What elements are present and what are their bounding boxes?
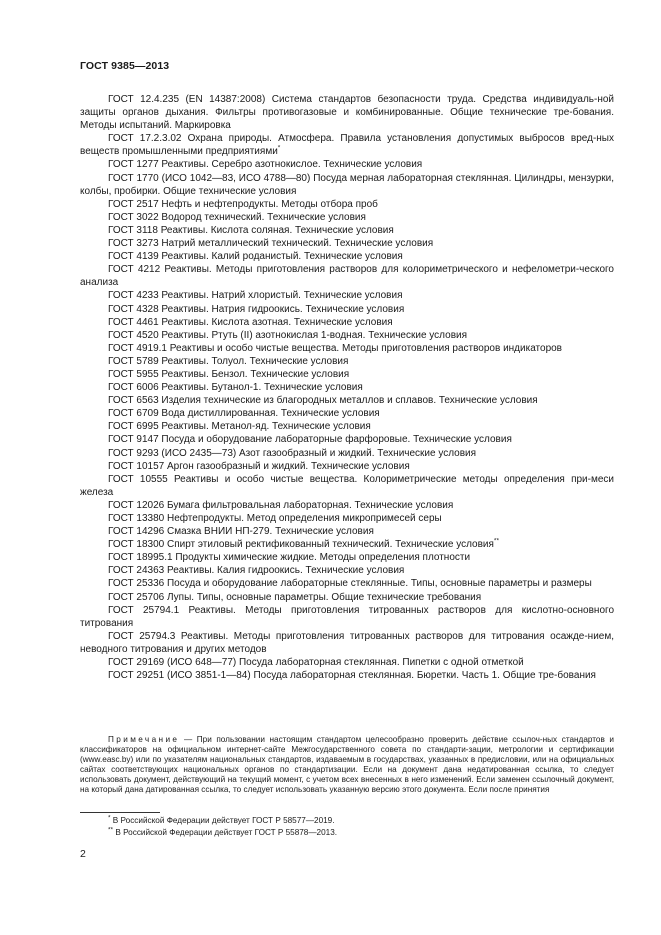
reference-text: ГОСТ 4520 Реактивы. Ртуть (II) азотнокислая 1-водная. Технические условия	[108, 329, 468, 341]
document-header: ГОСТ 9385—2013	[80, 60, 170, 72]
reference-text: ГОСТ 17.2.3.02 Охрана природы. Атмосфера. Правила установления допустимых выбросов вред-ных веществ промышленными предприятиями	[80, 133, 614, 158]
reference-text: ГОСТ 18300 Спирт этиловый ректификованный технический. Технические условия	[108, 539, 494, 551]
reference-text: ГОСТ 12.4.235 (EN 14387:2008) Система стандартов безопасности труда. Средства индивидуаль-ной защиты органов дыхания. Фильтры противогазовые и комбинированные. Общие технические тре-бования. Методы испытаний. Маркировка	[80, 94, 614, 132]
note-label: Примечание	[108, 735, 180, 744]
reference-text: ГОСТ 2517 Нефть и нефтепродукты. Методы отбора проб	[108, 198, 378, 210]
footnote-mark: *	[108, 814, 111, 822]
reference-item	[80, 172, 614, 198]
reference-item	[80, 355, 614, 368]
reference-text: ГОСТ 25336 Посуда и оборудование лабораторные стеклянные. Типы, основные параметры и размеры	[108, 578, 592, 590]
reference-text: ГОСТ 1770 (ИСО 1042—83, ИСО 4788—80) Посуда мерная лабораторная стеклянная. Цилиндры, мензурки, колбы, пробирки. Общие технические условия	[80, 172, 614, 197]
reference-text: ГОСТ 4919.1 Реактивы и особо чистые вещества. Методы приготовления растворов индикаторов	[108, 342, 562, 354]
reference-item	[80, 564, 614, 577]
reference-item	[80, 499, 614, 512]
reference-text: ГОСТ 14296 Смазка ВНИИ НП-279. Технические условия	[108, 526, 374, 538]
reference-item	[80, 407, 614, 420]
reference-text: ГОСТ 3022 Водород технический. Технические условия	[108, 211, 366, 223]
reference-text: ГОСТ 9293 (ИСО 2435—73) Азот газообразный и жидкий. Технические условия	[108, 447, 477, 459]
reference-text: ГОСТ 24363 Реактивы. Калия гидроокись. Технические условия	[108, 565, 405, 577]
reference-item	[80, 132, 614, 158]
reference-text: ГОСТ 4461 Реактивы. Кислота азотная. Технические условия	[108, 316, 393, 328]
reference-item	[80, 198, 614, 211]
footnote-mark: **	[108, 826, 114, 834]
reference-item	[80, 538, 614, 551]
footnote-reference-mark: **	[493, 537, 499, 545]
note-text: — При пользовании настоящим стандартом целесообразно проверить действие ссылоч-ных стандартов и классификаторов на официальном интернет-сайте Межгосударственного совета по стандарти-зации, метрологии и сертификации (www.easc.by) или по указателям национальных стандартов, издаваемым в государствах, указанных в предисловии, или на официальных сайтах соответствующих национальных органов по стандартизации. Если на документ дана недатированная ссылка, то следует использовать документ, действующий на текущий момент, с учетом всех внесенных в него изменений. Если заменен ссылочный документ, на который дана датированная ссылка, то следует использовать указанную версию этого документа. Если после принятия	[80, 735, 614, 795]
reference-item	[80, 473, 614, 499]
reference-item	[80, 591, 614, 604]
reference-text: ГОСТ 6563 Изделия технические из благородных металлов и сплавов. Технические условия	[108, 395, 538, 407]
reference-item	[80, 525, 614, 538]
reference-text: ГОСТ 1277 Реактивы. Серебро азотнокислое. Технические условия	[108, 159, 423, 171]
footnote-text: В Российской Федерации действует ГОСТ Р 58577—2019.	[110, 816, 335, 825]
reference-text: ГОСТ 3118 Реактивы. Кислота соляная. Технические условия	[108, 224, 394, 236]
reference-text: ГОСТ 29169 (ИСО 648—77) Посуда лабораторная стеклянная. Пипетки с одной отметкой	[108, 657, 524, 669]
reference-text: ГОСТ 4212 Реактивы. Методы приготовления растворов для колориметрического и нефелометри-ческого анализа	[80, 264, 614, 289]
reference-item	[80, 512, 614, 525]
reference-item	[80, 551, 614, 564]
reference-item	[80, 656, 614, 669]
reference-text: ГОСТ 4139 Реактивы. Калий роданистый. Технические условия	[108, 251, 403, 263]
reference-item	[80, 211, 614, 224]
reference-item	[80, 316, 614, 329]
reference-item	[80, 669, 614, 682]
reference-text: ГОСТ 5789 Реактивы. Толуол. Технические условия	[108, 355, 349, 367]
reference-item	[80, 289, 614, 302]
footnote-text: В Российской Федерации действует ГОСТ Р 55878—2013.	[113, 828, 338, 837]
footnote-reference-mark: *	[277, 145, 281, 153]
reference-text: ГОСТ 13380 Нефтепродукты. Метод определения микропримесей серы	[108, 513, 442, 524]
reference-item	[80, 224, 614, 237]
reference-text: ГОСТ 9147 Посуда и оборудование лабораторные фарфоровые. Технические условия	[108, 434, 512, 446]
reference-item	[80, 604, 614, 630]
reference-text: ГОСТ 6006 Реактивы. Бутанол-1. Технические условия	[108, 382, 363, 394]
reference-text: ГОСТ 4233 Реактивы. Натрий хлористый. Технические условия	[108, 290, 403, 302]
reference-text: ГОСТ 29251 (ИСО 3851-1—84) Посуда лабораторная стеклянная. Бюретки. Часть 1. Общие тре-бования	[108, 670, 596, 682]
reference-item	[80, 329, 614, 342]
note-paragraph	[80, 735, 614, 796]
reference-text: ГОСТ 6995 Реактивы. Метанол-яд. Технические условия	[108, 421, 371, 433]
reference-item	[80, 577, 614, 590]
reference-item	[80, 381, 614, 394]
reference-text: ГОСТ 25794.1 Реактивы. Методы приготовления титрованных растворов для кислотно-основного титрования	[80, 604, 614, 629]
reference-item	[80, 250, 614, 263]
footnote	[80, 816, 614, 826]
reference-text: ГОСТ 25706 Лупы. Типы, основные параметры. Общие технические требования	[108, 591, 482, 603]
reference-text: ГОСТ 18995.1 Продукты химические жидкие. Методы определения плотности	[108, 552, 471, 564]
reference-text: ГОСТ 25794.3 Реактивы. Методы приготовления титрованных растворов для титрования осажде-нием, неводного титрования и других методов	[80, 630, 614, 655]
reference-item	[80, 368, 614, 381]
footnote	[80, 828, 614, 838]
reference-item	[80, 433, 614, 446]
reference-item	[80, 460, 614, 473]
reference-item	[80, 93, 614, 132]
reference-item	[80, 630, 614, 656]
reference-item	[80, 158, 614, 171]
reference-text: ГОСТ 12026 Бумага фильтровальная лабораторная. Технические условия	[108, 499, 454, 511]
reference-item	[80, 394, 614, 407]
footnote-separator	[80, 812, 160, 813]
reference-item	[80, 237, 614, 250]
page-number: 2	[80, 848, 86, 860]
reference-item	[80, 342, 614, 355]
reference-text: ГОСТ 5955 Реактивы. Бензол. Технические условия	[108, 368, 350, 380]
reference-item	[80, 447, 614, 460]
reference-item	[80, 263, 614, 289]
reference-text: ГОСТ 10555 Реактивы и особо чистые вещества. Колориметрические методы определения при-меси железа	[80, 473, 614, 498]
reference-item	[80, 303, 614, 316]
reference-text: ГОСТ 10157 Аргон газообразный и жидкий. Технические условия	[108, 460, 410, 472]
normative-references-list	[80, 93, 614, 682]
reference-text: ГОСТ 3273 Натрий металлический технический. Технические условия	[108, 238, 434, 250]
reference-text: ГОСТ 6709 Вода дистиллированная. Технические условия	[108, 408, 380, 420]
reference-item	[80, 420, 614, 433]
reference-text: ГОСТ 4328 Реактивы. Натрия гидроокись. Технические условия	[108, 303, 405, 315]
